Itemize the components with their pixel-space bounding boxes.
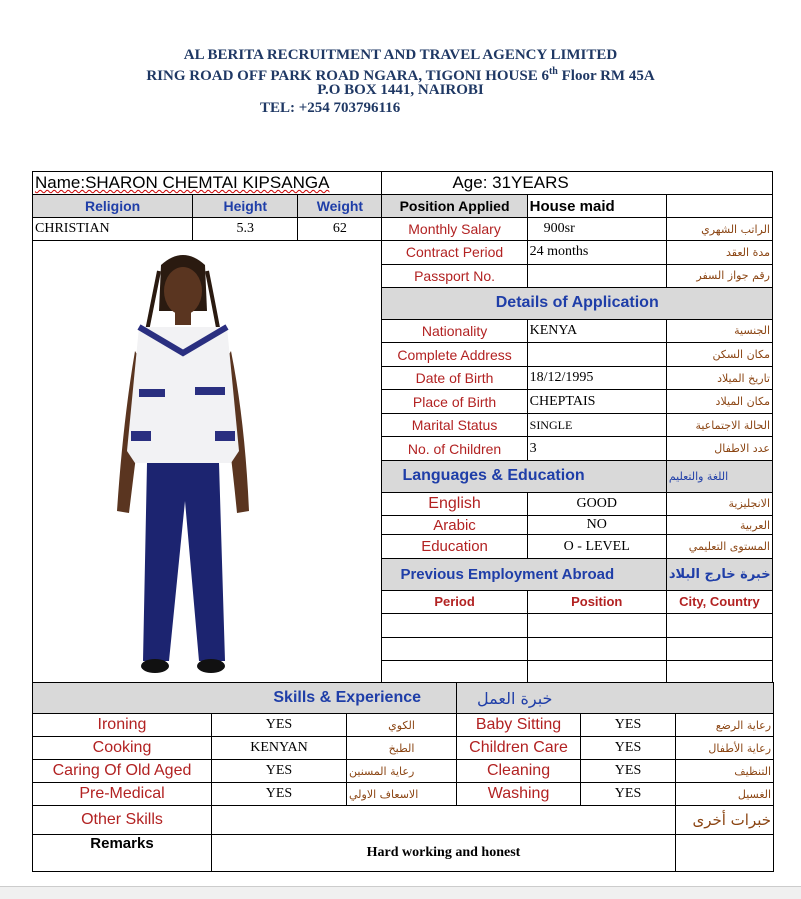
religion-value: CHRISTIAN (33, 218, 193, 241)
agency-phone: TEL: +254 703796116 (260, 100, 401, 116)
employment-cell (527, 614, 666, 638)
employment-city-header: City, Country (666, 590, 772, 614)
weight-value: 62 (298, 218, 382, 241)
skill-washing-label: Washing (457, 783, 581, 806)
contract-ar: مدة العقد (666, 241, 772, 265)
address-ar: مكان السكن (666, 343, 772, 367)
children-value: 3 (527, 437, 666, 461)
skill-cooking-value: KENYAN (212, 737, 347, 760)
passport-ar: رقم جواز السفر (666, 264, 772, 288)
pob-label: Place of Birth (382, 390, 527, 414)
skill-washing-value: YES (581, 783, 676, 806)
remarks-label: Remarks (33, 835, 212, 872)
height-header: Height (193, 195, 298, 218)
contract-value: 24 months (527, 241, 666, 265)
dob-ar: تاريخ الميلاد (666, 366, 772, 390)
employment-cell (666, 614, 772, 638)
english-label: English (382, 492, 527, 516)
marital-label: Marital Status (382, 413, 527, 437)
skill-washing-ar: الغسيل (676, 783, 774, 806)
skills-title: Skills & Experience (33, 683, 457, 714)
address-value (527, 343, 666, 367)
employment-cell (527, 637, 666, 661)
skill-children-care-value: YES (581, 737, 676, 760)
application-form (32, 171, 773, 685)
marital-value: SINGLE (527, 413, 666, 437)
employment-cell (382, 614, 527, 638)
education-label: Education (382, 535, 527, 559)
english-value: GOOD (527, 492, 666, 516)
arabic-label: Arabic (382, 516, 527, 535)
skill-old-aged-value: YES (212, 760, 347, 783)
skill-ironing-ar: الكوي (347, 714, 457, 737)
nationality-ar: الجنسية (666, 319, 772, 343)
employment-title: Previous Employment Abroad (382, 559, 666, 591)
position-applied-label: Position Applied (382, 195, 527, 218)
address-part: RING ROAD OFF PARK ROAD NGARA, TIGONI HOUSE 6 (146, 68, 549, 84)
skill-cooking-ar: الطبخ (347, 737, 457, 760)
candidate-name: Name:SHARON CHEMTAI KIPSANGA (33, 172, 382, 195)
position-blank (666, 195, 772, 218)
remarks-value: Hard working and honest (212, 835, 676, 872)
employment-cell (666, 661, 772, 685)
employment-position-header: Position (527, 590, 666, 614)
height-value: 5.3 (193, 218, 298, 241)
marital-ar: الحالة الاجتماعية (666, 413, 772, 437)
english-ar: الانجليزية (666, 492, 772, 516)
employment-cell (382, 637, 527, 661)
skill-baby-sitting-label: Baby Sitting (457, 714, 581, 737)
contract-label: Contract Period (382, 241, 527, 265)
arabic-ar: العربية (666, 516, 772, 535)
skill-ironing-value: YES (212, 714, 347, 737)
languages-title-ar: اللغة والتعليم (666, 460, 772, 492)
skill-old-aged-label: Caring Of Old Aged (33, 760, 212, 783)
salary-label: Monthly Salary (382, 218, 527, 241)
skill-cleaning-value: YES (581, 760, 676, 783)
dob-value: 18/12/1995 (527, 366, 666, 390)
skill-baby-sitting-value: YES (581, 714, 676, 737)
agency-po-box: P.O BOX 1441, NAIROBI (317, 82, 484, 98)
dob-label: Date of Birth (382, 366, 527, 390)
nationality-label: Nationality (382, 319, 527, 343)
passport-value (527, 264, 666, 288)
skill-cleaning-label: Cleaning (457, 760, 581, 783)
skill-baby-sitting-ar: رعاية الرضع (676, 714, 774, 737)
education-value: O - LEVEL (527, 535, 666, 559)
weight-header: Weight (298, 195, 382, 218)
employment-period-header: Period (382, 590, 527, 614)
employment-cell (382, 661, 527, 685)
education-ar: المستوى التعليمي (666, 535, 772, 559)
skills-title-ar: خبرة العمل (457, 683, 774, 714)
children-label: No. of Children (382, 437, 527, 461)
skills-table (32, 682, 774, 872)
person-photo-icon (35, 241, 380, 681)
religion-header: Religion (33, 195, 193, 218)
salary-ar: الراتب الشهري (666, 218, 772, 241)
passport-label: Passport No. (382, 264, 527, 288)
other-skills-label: Other Skills (33, 806, 212, 835)
skill-cleaning-ar: التنظيف (676, 760, 774, 783)
candidate-photo (33, 241, 382, 685)
address-floor: Floor RM 45A (557, 68, 655, 84)
other-skills-value (212, 806, 676, 835)
employment-title-ar: خبرة خارج البلاد (666, 559, 772, 591)
candidate-age: Age: 31YEARS (382, 172, 773, 195)
employment-cell (666, 637, 772, 661)
salary-value: 900sr (527, 218, 666, 241)
address-label: Complete Address (382, 343, 527, 367)
arabic-value: NO (527, 516, 666, 535)
nationality-value: KENYA (527, 319, 666, 343)
employment-cell (527, 661, 666, 685)
skill-pre-medical-value: YES (212, 783, 347, 806)
skill-children-care-label: Children Care (457, 737, 581, 760)
languages-title: Languages & Education (382, 460, 666, 492)
skill-cooking-label: Cooking (33, 737, 212, 760)
skill-children-care-ar: رعاية الأطفال (676, 737, 774, 760)
address-sup: th (548, 66, 558, 77)
window-footer (0, 886, 801, 899)
position-applied-value: House maid (527, 195, 666, 218)
skill-ironing-label: Ironing (33, 714, 212, 737)
skill-pre-medical-label: Pre-Medical (33, 783, 212, 806)
remarks-blank (676, 835, 774, 872)
skill-old-aged-ar: رعاية المسنين (347, 760, 457, 783)
pob-ar: مكان الميلاد (666, 390, 772, 414)
details-title: Details of Application (382, 288, 773, 320)
children-ar: عدد الاطفال (666, 437, 772, 461)
other-skills-ar: خبرات أخرى (676, 806, 774, 835)
pob-value: CHEPTAIS (527, 390, 666, 414)
agency-name: AL BERITA RECRUITMENT AND TRAVEL AGENCY LIMITED (183, 47, 618, 63)
skill-pre-medical-ar: الاسعاف الاولي (347, 783, 457, 806)
